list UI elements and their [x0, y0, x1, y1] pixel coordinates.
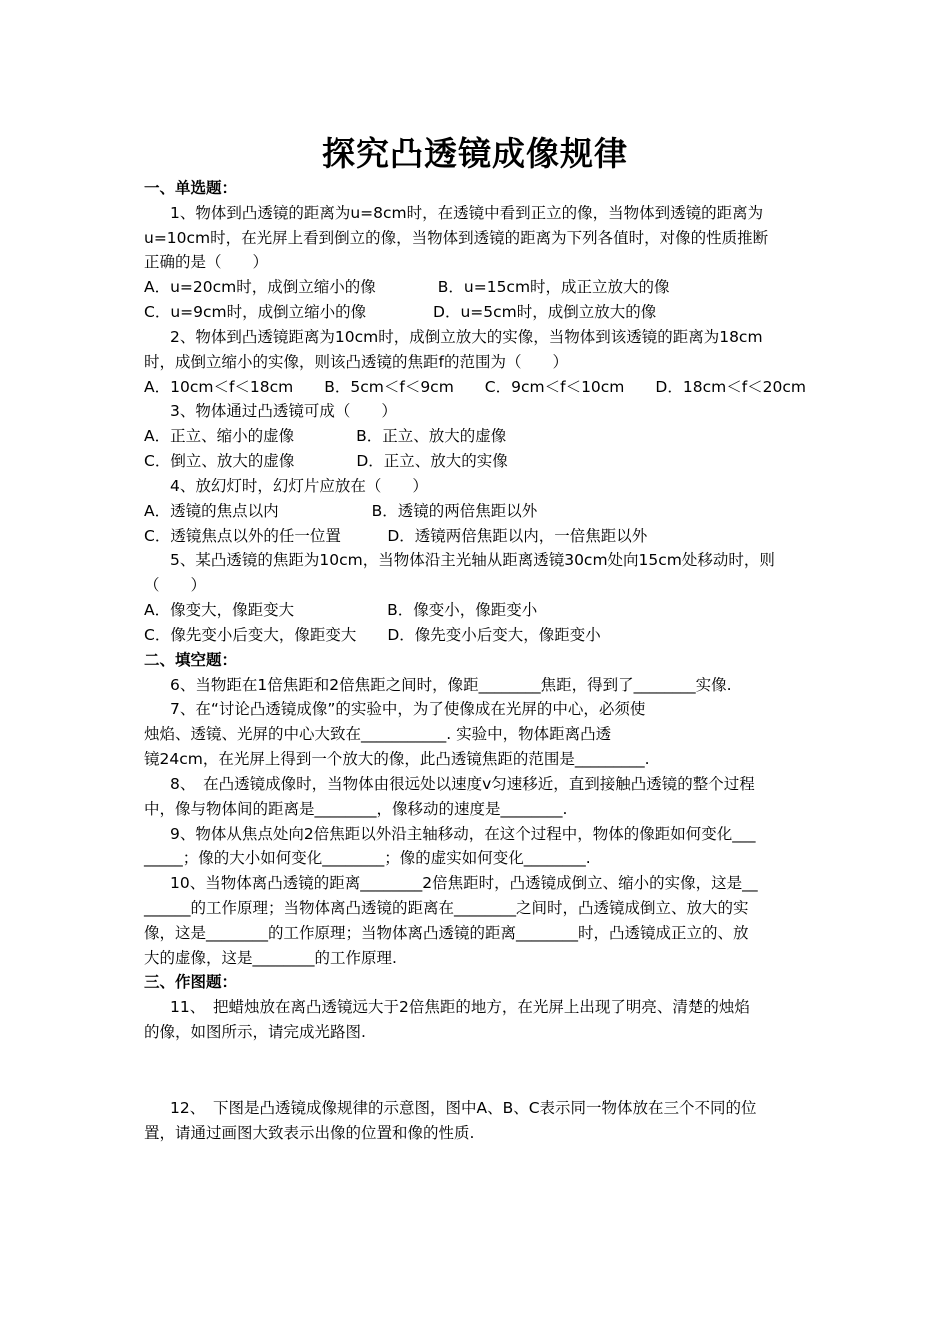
section-heading-fill-blank: 二、填空题：: [144, 651, 238, 669]
section-heading-single-choice: 一、单选题：: [144, 179, 238, 197]
q10-line-3: 像，这是________的工作原理；当物体离凸透镜的距离________时，凸透镜成正立的、放: [144, 924, 749, 942]
q4-stem: 4、放幻灯时，幻灯片应放在（ ）: [170, 477, 428, 495]
q9-line-2: _____；像的大小如何变化________；像的虚实如何变化________.: [144, 849, 591, 867]
q10-line-2: ______的工作原理；当物体离凸透镜的距离在________之间时，凸透镜成倒立、放大的实: [144, 899, 749, 917]
q12-line-1: 12、 下图是凸透镜成像规律的示意图，图中A、B、C表示同一物体放在三个不同的位: [170, 1099, 757, 1117]
q1-options-ab: A．u=20cm时，成倒立缩小的像 B．u=15cm时，成正立放大的像: [144, 278, 670, 296]
q11-line-1: 11、 把蜡烛放在离凸透镜远大于2倍焦距的地方，在光屏上出现了明亮、清楚的烛焰: [170, 998, 750, 1016]
q1-line-2: u=10cm时，在光屏上看到倒立的像，当物体到透镜的距离为下列各值时，对像的性质推断: [144, 229, 769, 247]
q2-options: A．10cm＜f＜18cm B．5cm＜f＜9cm C．9cm＜f＜10cm D．18cm＜f＜20cm: [144, 378, 806, 396]
section-heading-drawing: 三、作图题：: [144, 973, 238, 991]
q3-stem: 3、物体通过凸透镜可成（ ）: [170, 402, 397, 420]
q1-options-cd: C．u=9cm时，成倒立缩小的像 D．u=5cm时，成倒立放大的像: [144, 303, 657, 321]
q9-line-1: 9、物体从焦点处向2倍焦距以外沿主轴移动，在这个过程中，物体的像距如何变化___: [170, 825, 756, 843]
q1-line-3: 正确的是（ ）: [144, 253, 269, 271]
q3-options-cd: C．倒立、放大的虚像 D．正立、放大的实像: [144, 452, 508, 470]
q11-line-2: 的像，如图所示，请完成光路图.: [144, 1023, 366, 1041]
q7-line-1: 7、在“讨论凸透镜成像”的实验中，为了使像成在光屏的中心，必须使: [170, 700, 646, 718]
q3-options-ab: A．正立、缩小的虚像 B．正立、放大的虚像: [144, 427, 507, 445]
q5-options-ab: A．像变大，像距变大 B．像变小，像距变小: [144, 601, 538, 619]
q5-options-cd: C．像先变小后变大，像距变大 D．像先变小后变大，像距变小: [144, 626, 601, 644]
q7-line-2: 烛焰、透镜、光屏的中心大致在___________. 实验中，物体距离凸透: [144, 725, 612, 743]
q6-line-1: 6、当物距在1倍焦距和2倍焦距之间时，像距________焦距，得到了________实像.: [170, 676, 732, 694]
q8-line-1: 8、 在凸透镜成像时，当物体由很远处以速度v匀速移近，直到接触凸透镜的整个过程: [170, 775, 755, 793]
q2-line-1: 2、物体到凸透镜距离为10cm时，成倒立放大的实像，当物体到该透镜的距离为18cm: [170, 328, 763, 346]
q7-line-3: 镜24cm，在光屏上得到一个放大的像，此凸透镜焦距的范围是_________.: [144, 750, 650, 768]
q4-options-cd: C．透镜焦点以外的任一位置 D．透镜两倍焦距以内，一倍焦距以外: [144, 527, 648, 545]
q2-line-2: 时，成倒立缩小的实像，则该凸透镜的焦距f的范围为（ ）: [144, 353, 568, 371]
q8-line-2: 中，像与物体间的距离是________，像移动的速度是________.: [144, 800, 568, 818]
q12-line-2: 置，请通过画图大致表示出像的位置和像的性质.: [144, 1124, 475, 1142]
q1-line-1: 1、物体到凸透镜的距离为u=8cm时，在透镜中看到正立的像，当物体到透镜的距离为: [170, 204, 764, 222]
q5-line-2: （ ）: [144, 576, 207, 594]
q5-line-1: 5、某凸透镜的焦距为10cm，当物体沿主光轴从距离透镜30cm处向15cm处移动时，则: [170, 551, 775, 569]
q4-options-ab: A．透镜的焦点以内 B．透镜的两倍焦距以外: [144, 502, 538, 520]
page-title: 探究凸透镜成像规律: [322, 134, 628, 173]
q10-line-4: 大的虚像，这是________的工作原理.: [144, 949, 397, 967]
q10-line-1: 10、当物体离凸透镜的距离________2倍焦距时，凸透镜成倒立、缩小的实像，这是__: [170, 874, 758, 892]
